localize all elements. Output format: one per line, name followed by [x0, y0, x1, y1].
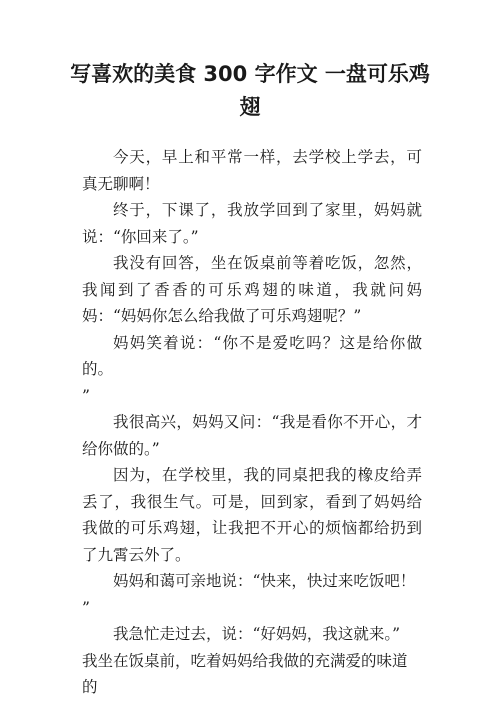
paragraph: 今天，早上和平常一样，去学校上学去，可真无聊啊！: [82, 148, 422, 193]
paragraph-continued: 我坐在饭桌前，吃着妈妈给我做的充满爱的味道的: [82, 651, 408, 696]
document-title: 写喜欢的美食 300 字作文 一盘可乐鸡翅: [70, 62, 430, 119]
document-body: [82, 144, 422, 701]
closing-quote-line: ”: [82, 598, 90, 617]
paragraph: 妈妈和蔼可亲地说：“快来，快过来吃饭吧！: [113, 572, 416, 590]
paragraph: 因为，在学校里，我的同桌把我的橡皮给弄丢了，我很生气。可是，回到家，看到了妈妈给我做的可乐鸡翅，让我把不开心的烦恼都给扔到了九霄云外了。: [82, 466, 422, 564]
paragraph: 终于，下课了，我放学回到了家里，妈妈就说：“你回来了。”: [82, 201, 422, 246]
closing-quote-line: ”: [82, 386, 90, 405]
paragraph: 我很高兴，妈妈又问：“我是看你不开心，才给你做的。”: [82, 413, 422, 458]
paragraph: 妈妈笑着说：“你不是爱吃吗？这是给你做的。: [82, 333, 422, 378]
paragraph: 我急忙走过去，说：“好妈妈，我这就来。”: [113, 625, 401, 643]
paragraph: 我没有回答，坐在饭桌前等着吃饭，忽然，我闻到了香香的可乐鸡翅的味道，我就问妈妈：“妈妈你怎么给我做了可乐鸡翅呢？”: [82, 254, 422, 325]
